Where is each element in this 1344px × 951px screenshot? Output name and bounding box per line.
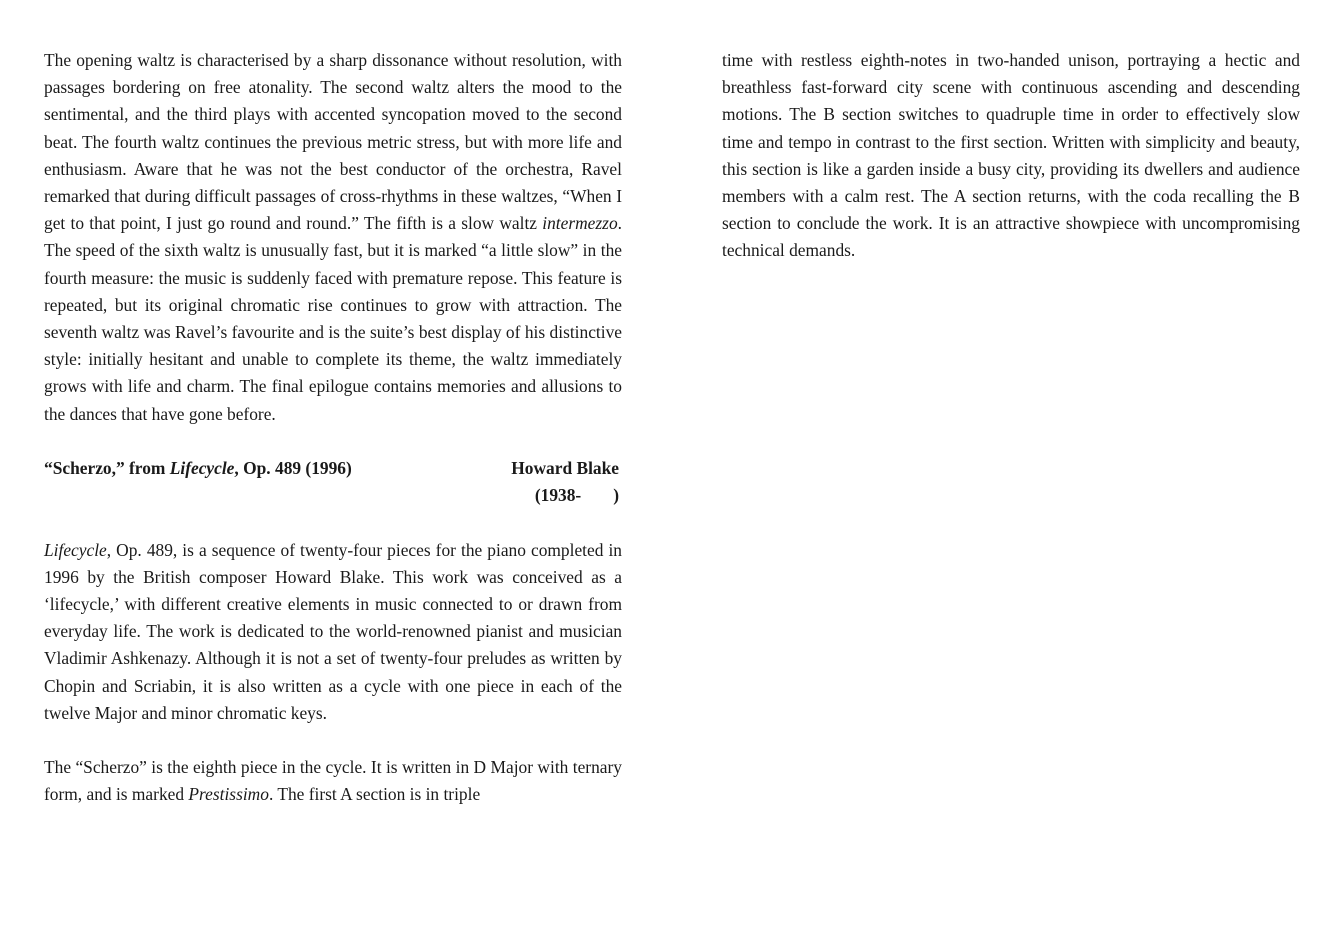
piece-title-suffix: , Op. 489 (1996) (234, 458, 352, 479)
lifecycle-text: , Op. 489, is a sequence of twenty-four pieces for the piano completed in 1996 by the British composer Howard Blake. This work was conceived as a ‘lifecycle,’ with different creative elements in music connected to or drawn from everyday life. The work is dedicated to the world-renowned pianist and musician Vladimir Ashkenazy. Although it is not a set of twenty-four preludes as written by Chopin and Scriabin, it is also written as a cycle with one piece in each of the twelve Major and minor chromatic keys. (44, 539, 622, 723)
lifecycle-italic: Lifecycle (44, 539, 107, 560)
lifecycle-paragraph (44, 537, 622, 727)
composer-name: Howard Blake (511, 458, 619, 479)
piece-title-italic: Lifecycle (169, 458, 235, 479)
scherzo-paragraph (44, 754, 622, 808)
piece-heading (44, 455, 622, 509)
composer-dates-close: ) (613, 485, 619, 506)
composer-block (511, 455, 622, 509)
piece-title (44, 455, 352, 509)
scherzo-text-part-2: . The first A section is in triple (268, 784, 481, 805)
waltzes-text-part-1: The opening waltz is characterised by a sharp dissonance without resolution, with passages bordering on free atonality. The second waltz alters the mood to the sentimental, and the third plays with accented syncopation moved to the second beat. The fourth waltz continues the previous metric stress, but with more life and enthusiasm. Aware that he was not the best conductor of the orchestra, Ravel remarked that during difficult passages of cross-rhythms in these waltzes, “When I get to that point, I just go round and round.” The fifth is a slow waltz (44, 50, 622, 234)
composer-dates (511, 482, 619, 509)
piece-title-prefix: “Scherzo,” from (44, 458, 170, 479)
intermezzo-italic: intermezzo (542, 213, 618, 234)
left-column (44, 47, 622, 809)
right-column (722, 47, 1300, 265)
scherzo-continuation-paragraph: time with restless eighth-notes in two-handed unison, portraying a hectic and breathless fast-forward city scene with continuous ascending and descending motions. The B section switches to quadruple time in order to effectively slow time and tempo in contrast to the first section. Written with simplicity and beauty, this section is like a garden inside a busy city, providing its dwellers and audience members with a calm rest. The A section returns, with the coda recalling the B section to conclude the work. It is an attractive showpiece with uncompromising technical demands. (722, 50, 1300, 261)
scherzo-text-part-1: The “Scherzo” is the eighth piece in the cycle. It is written in D Major with ternary form, and is marked (44, 757, 622, 805)
composer-dates-open: (1938- (534, 485, 582, 506)
waltzes-paragraph (44, 47, 622, 428)
waltzes-text-part-2: . The speed of the sixth waltz is unusually fast, but it is marked “a little slow” in the fourth measure: the music is suddenly faced with premature repose. This feature is repeated, but its original chromatic rise continues to grow with attraction. The seventh waltz was Ravel’s favourite and is the suite’s best display of his distinctive style: initially hesitant and unable to complete its theme, the waltz immediately grows with life and charm. The final epilogue contains memories and allusions to the dances that have gone before. (44, 213, 622, 424)
prestissimo-italic: Prestissimo (188, 784, 269, 805)
